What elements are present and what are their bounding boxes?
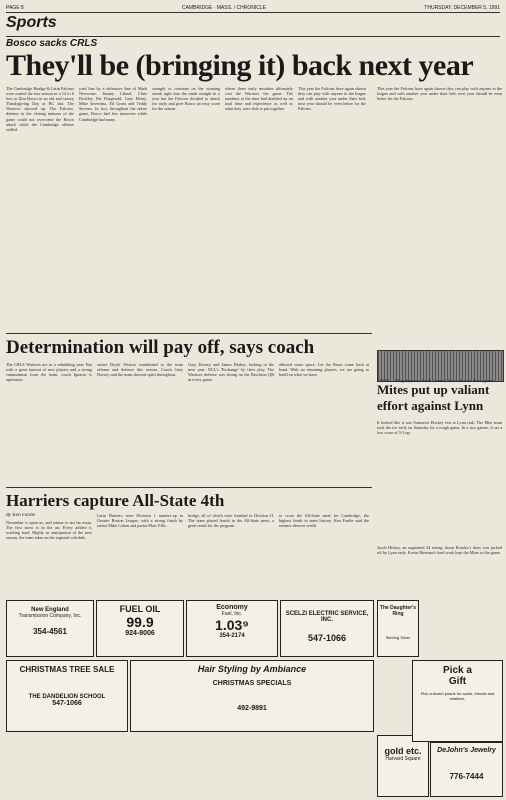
article1-col5: This year the Falcons have again shown they can play with anyone in the league and with another year under their belt, next year should be even better for the Falcons. xyxy=(298,86,366,112)
paper-name: CAMBRIDGE · MASS. / CHRONICLE xyxy=(182,4,266,11)
article1-col3: strength to continue on the winning streak right into the ninth straight in a year but the Falcons decided to attack too early and give Bosco an easy score for the season. xyxy=(152,86,220,112)
ad-daughters-ring: The Daughter's Ring Sterling Silver xyxy=(377,600,419,657)
ad-fuel-oil: FUEL OIL 99.9 924-8006 xyxy=(96,600,184,657)
article1-col6: This year the Falcons have again shown they can play with anyone in the league and with another year under their belt, next year should be even better for the Falcons. xyxy=(377,86,502,102)
article3-col4: to score the All-State meet for Cambridge, the highest finish in team history. Ken Fardie said the runners deserve credit. xyxy=(279,513,369,529)
headline-mites: Mites put up valiant effort against Lynn xyxy=(377,382,490,413)
byline: By Ken Fardie xyxy=(6,513,36,518)
issue-date: THURSDAY, DECEMBER 5, 1991 xyxy=(424,4,500,11)
article2-col1: The CRLS Warriors are in a rebuilding year. But with a great turnout of new players and a strong commitment from the team, coach Ignacio is optimistic. xyxy=(6,362,92,383)
ad-pick-a-gift: Pick a Gift Pick cultured pearls for aunts, friends and relatives. xyxy=(412,660,503,742)
ad-hair-styling: Hair Styling by Ambiance CHRISTMAS SPECIALS 492-9891 xyxy=(130,660,374,732)
article1-col2: yard line by a defensive line of Mark Newsome, Jimmy Cabral, Chris Beckley, Pat Fitzgerald, Gary Henry, Mike Saverinia, Ed Grant and Teddy Stevens. In fact, throughout the entire game, Bosco had few turnovers while Cambridge had many. xyxy=(79,86,147,122)
ad-economy-fuel: Economy Fuel, Inc. 1.03⁹ 354-2174 xyxy=(186,600,278,657)
kicker: Bosco sacks CRLS xyxy=(6,36,500,51)
article2-col2: senior Doyle Weston contributed to the team offense and defense this season. Coach Gary Dorsey said the team showed spirit throughout. xyxy=(97,362,183,378)
article3-col1 xyxy=(6,513,92,595)
headline-determination: Determination will pay off, says coach xyxy=(6,337,315,358)
article1-col4: where three early mistakes ultimately cost the Warriors the game. The numbers at the time had doubled up on total time and experience as well as what they were able to put together. xyxy=(225,86,293,112)
page-number: PAGE 8 xyxy=(6,4,24,11)
main-headline: They'll be (bringing it) back next year xyxy=(6,49,474,82)
ad-gold-etc: gold etc. Harvard Square xyxy=(377,735,429,797)
photo-caption: LEWIS — Doug Seymour, Sue K. (center), first hold at the Bosco game. xyxy=(377,378,494,383)
article1-col1: The Cambridge Rindge & Latin Falcons were ousted the two season in a 14 to 6 loss to Don Bosco in an old and snowy Thanksgiving Day at BC last. The Warriors showed up. The Falcons, defense in the closing minutes of the game could not overcome the Bosco attack while the Cambridge offense stalled. xyxy=(6,86,74,132)
mites-col2: Jacob Hickey, an organized 24 strong. Jason Bondoc's draw was picked off by Lynn early. Kevin Bierman's hard work kept the Mites in the game. xyxy=(377,545,502,556)
ad-scelzi: SCELZI ELECTRIC SERVICE, INC. 547-1066 xyxy=(280,600,374,657)
article3-text: November is upon us, and winter is not far away. The first snow is in the air. Every athlete is working hard. Highly in anticipation of the new season, the team takes on the regional schedule. xyxy=(6,520,92,541)
section-title: Sports xyxy=(6,14,57,31)
headline-harriers: Harriers capture All-State 4th xyxy=(6,491,225,510)
article3-col3: bridge, all of which were finished in Division II. The team placed fourth in the All-State meet, a great result for the program. xyxy=(188,513,274,529)
divider xyxy=(6,333,372,334)
ad-christmas-tree: CHRISTMAS TREE SALE THE DANDELION SCHOOL 547-1066 xyxy=(6,660,128,732)
ad-dejohns-jewelry: DeJohn's Jewelry 776-7444 xyxy=(430,742,503,797)
article2-col4: allowed some space. Let the Bears come back at hand. With no returning players, we are going to build on what we have. xyxy=(279,362,369,378)
divider xyxy=(6,487,372,488)
ad-transmission: New England Transmission Company, Inc. 354-4561 xyxy=(6,600,94,657)
article3-col2: Latin Harriers were Division 1 runners-up in Greater Boston League, with a strong finish by senior Mike Cohen and junior Marc Ellis. xyxy=(97,513,183,529)
mites-col1: It looked like it was Somerset Hockey fest at Lynn rink. The Mite team took the ice early on Saturday for a tough game. In a two games, it set a low score of 5-3 up. xyxy=(377,420,502,436)
article2-col3: Gary Dorsey, and James Blakey, looking to the next year. NCL's 'Exchange' by their play. The Warriors defense was strong on the Brockton QB in every game. xyxy=(188,362,274,383)
folio-bar xyxy=(6,3,500,13)
